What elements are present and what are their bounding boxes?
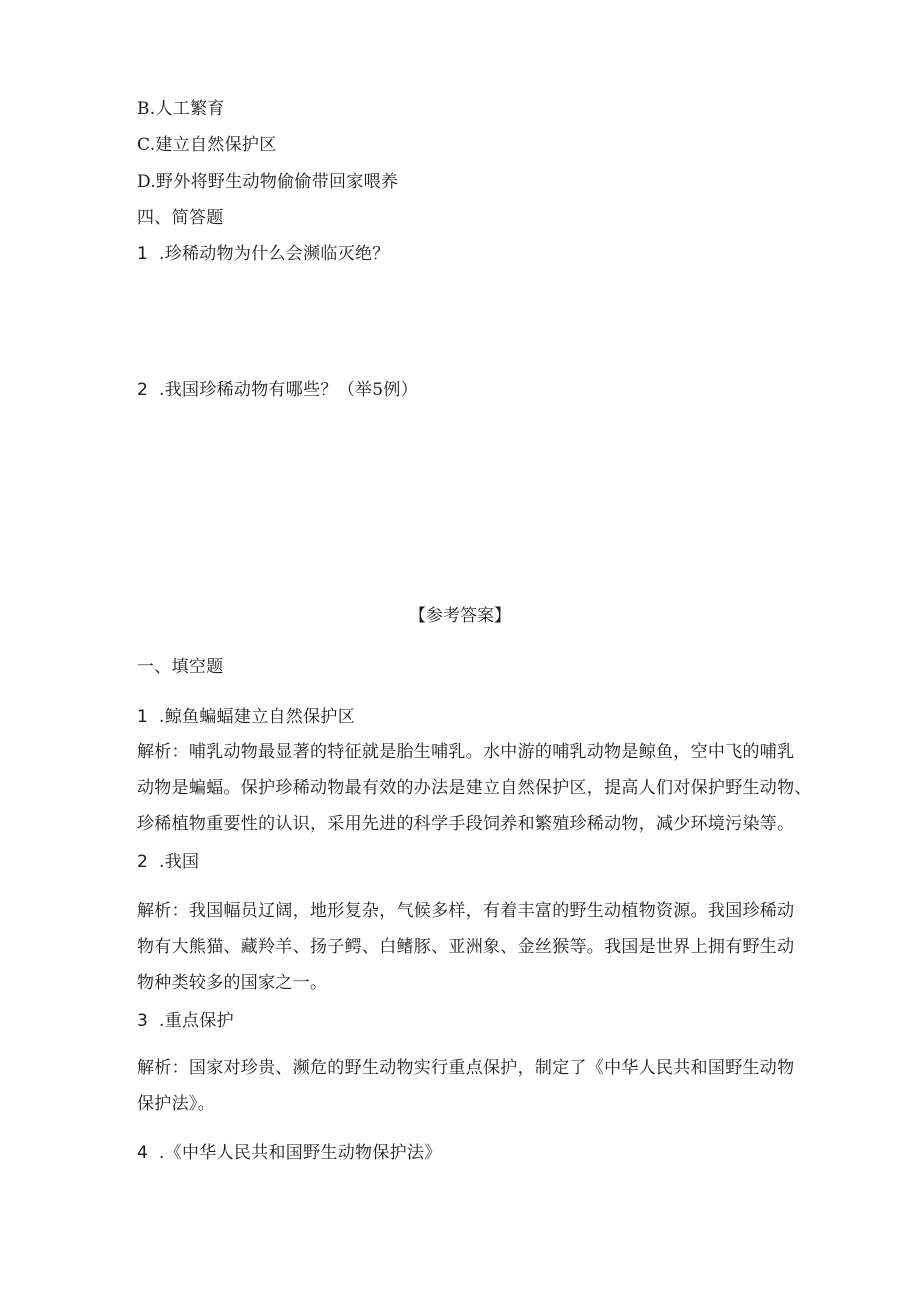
answer-3 bbox=[137, 1009, 234, 1033]
question-1 bbox=[137, 242, 390, 266]
option-d: D.野外将野生动物偷偷带回家喂养 bbox=[137, 172, 399, 192]
answer-2-analysis-line: 解析：我国幅员辽阔，地形复杂，气候多样，有着丰富的野生动植物资源。我国珍稀动 bbox=[137, 901, 795, 921]
question-2-text: .我国珍稀动物有哪些？（举5例） bbox=[159, 380, 419, 400]
option-b: B.人工繁育 bbox=[137, 99, 225, 119]
answer-1-analysis-line: 动物是蝙蝠。保护珍稀动物最有效的办法是建立自然保护区，提高人们对保护野生动物、 bbox=[137, 778, 812, 798]
answer-2-analysis-line: 物种类较多的国家之一。 bbox=[137, 973, 328, 993]
answer-1-analysis-line: 珍稀植物重要性的认识，采用先进的科学手段饲养和繁殖珍稀动物，减少环境污染等。 bbox=[137, 814, 795, 834]
section-four-title: 四、简答题 bbox=[137, 208, 224, 228]
answer-3-text: .重点保护 bbox=[159, 1011, 234, 1031]
answer-1-analysis-line: 解析：哺乳动物最显著的特征就是胎生哺乳。水中游的哺乳动物是鲸鱼，空中飞的哺乳 bbox=[137, 742, 795, 762]
answer-2-text: .我国 bbox=[159, 852, 200, 872]
question-2-number: 2 bbox=[137, 380, 149, 400]
answer-3-analysis-line: 保护法》。 bbox=[137, 1094, 215, 1114]
answer-4-number: 4 bbox=[137, 1143, 149, 1163]
answer-2 bbox=[137, 850, 199, 874]
answer-1-text: .鲸鱼蝙蝠建立自然保护区 bbox=[159, 707, 356, 727]
answer-2-analysis-line: 物有大熊猫、藏羚羊、扬子鳄、白鳍豚、亚洲象、金丝猴等。我国是世界上拥有野生动 bbox=[137, 937, 795, 957]
question-2 bbox=[137, 378, 418, 402]
question-1-text: .珍稀动物为什么会濒临灭绝？ bbox=[159, 244, 390, 264]
answer-4-text: .《中华人民共和国野生动物保护法》 bbox=[159, 1143, 442, 1163]
answers-section-one: 一、填空题 bbox=[137, 657, 224, 677]
answer-3-number: 3 bbox=[137, 1011, 149, 1031]
answer-1 bbox=[137, 705, 355, 729]
answers-heading: 【参考答案】 bbox=[409, 606, 511, 626]
answer-2-number: 2 bbox=[137, 852, 149, 872]
answer-4 bbox=[137, 1141, 442, 1165]
question-1-number: 1 bbox=[137, 244, 149, 264]
answer-1-number: 1 bbox=[137, 707, 149, 727]
option-c: C.建立自然保护区 bbox=[137, 135, 277, 155]
answer-3-analysis-line: 解析：国家对珍贵、濒危的野生动物实行重点保护，制定了《中华人民共和国野生动物 bbox=[137, 1058, 795, 1078]
